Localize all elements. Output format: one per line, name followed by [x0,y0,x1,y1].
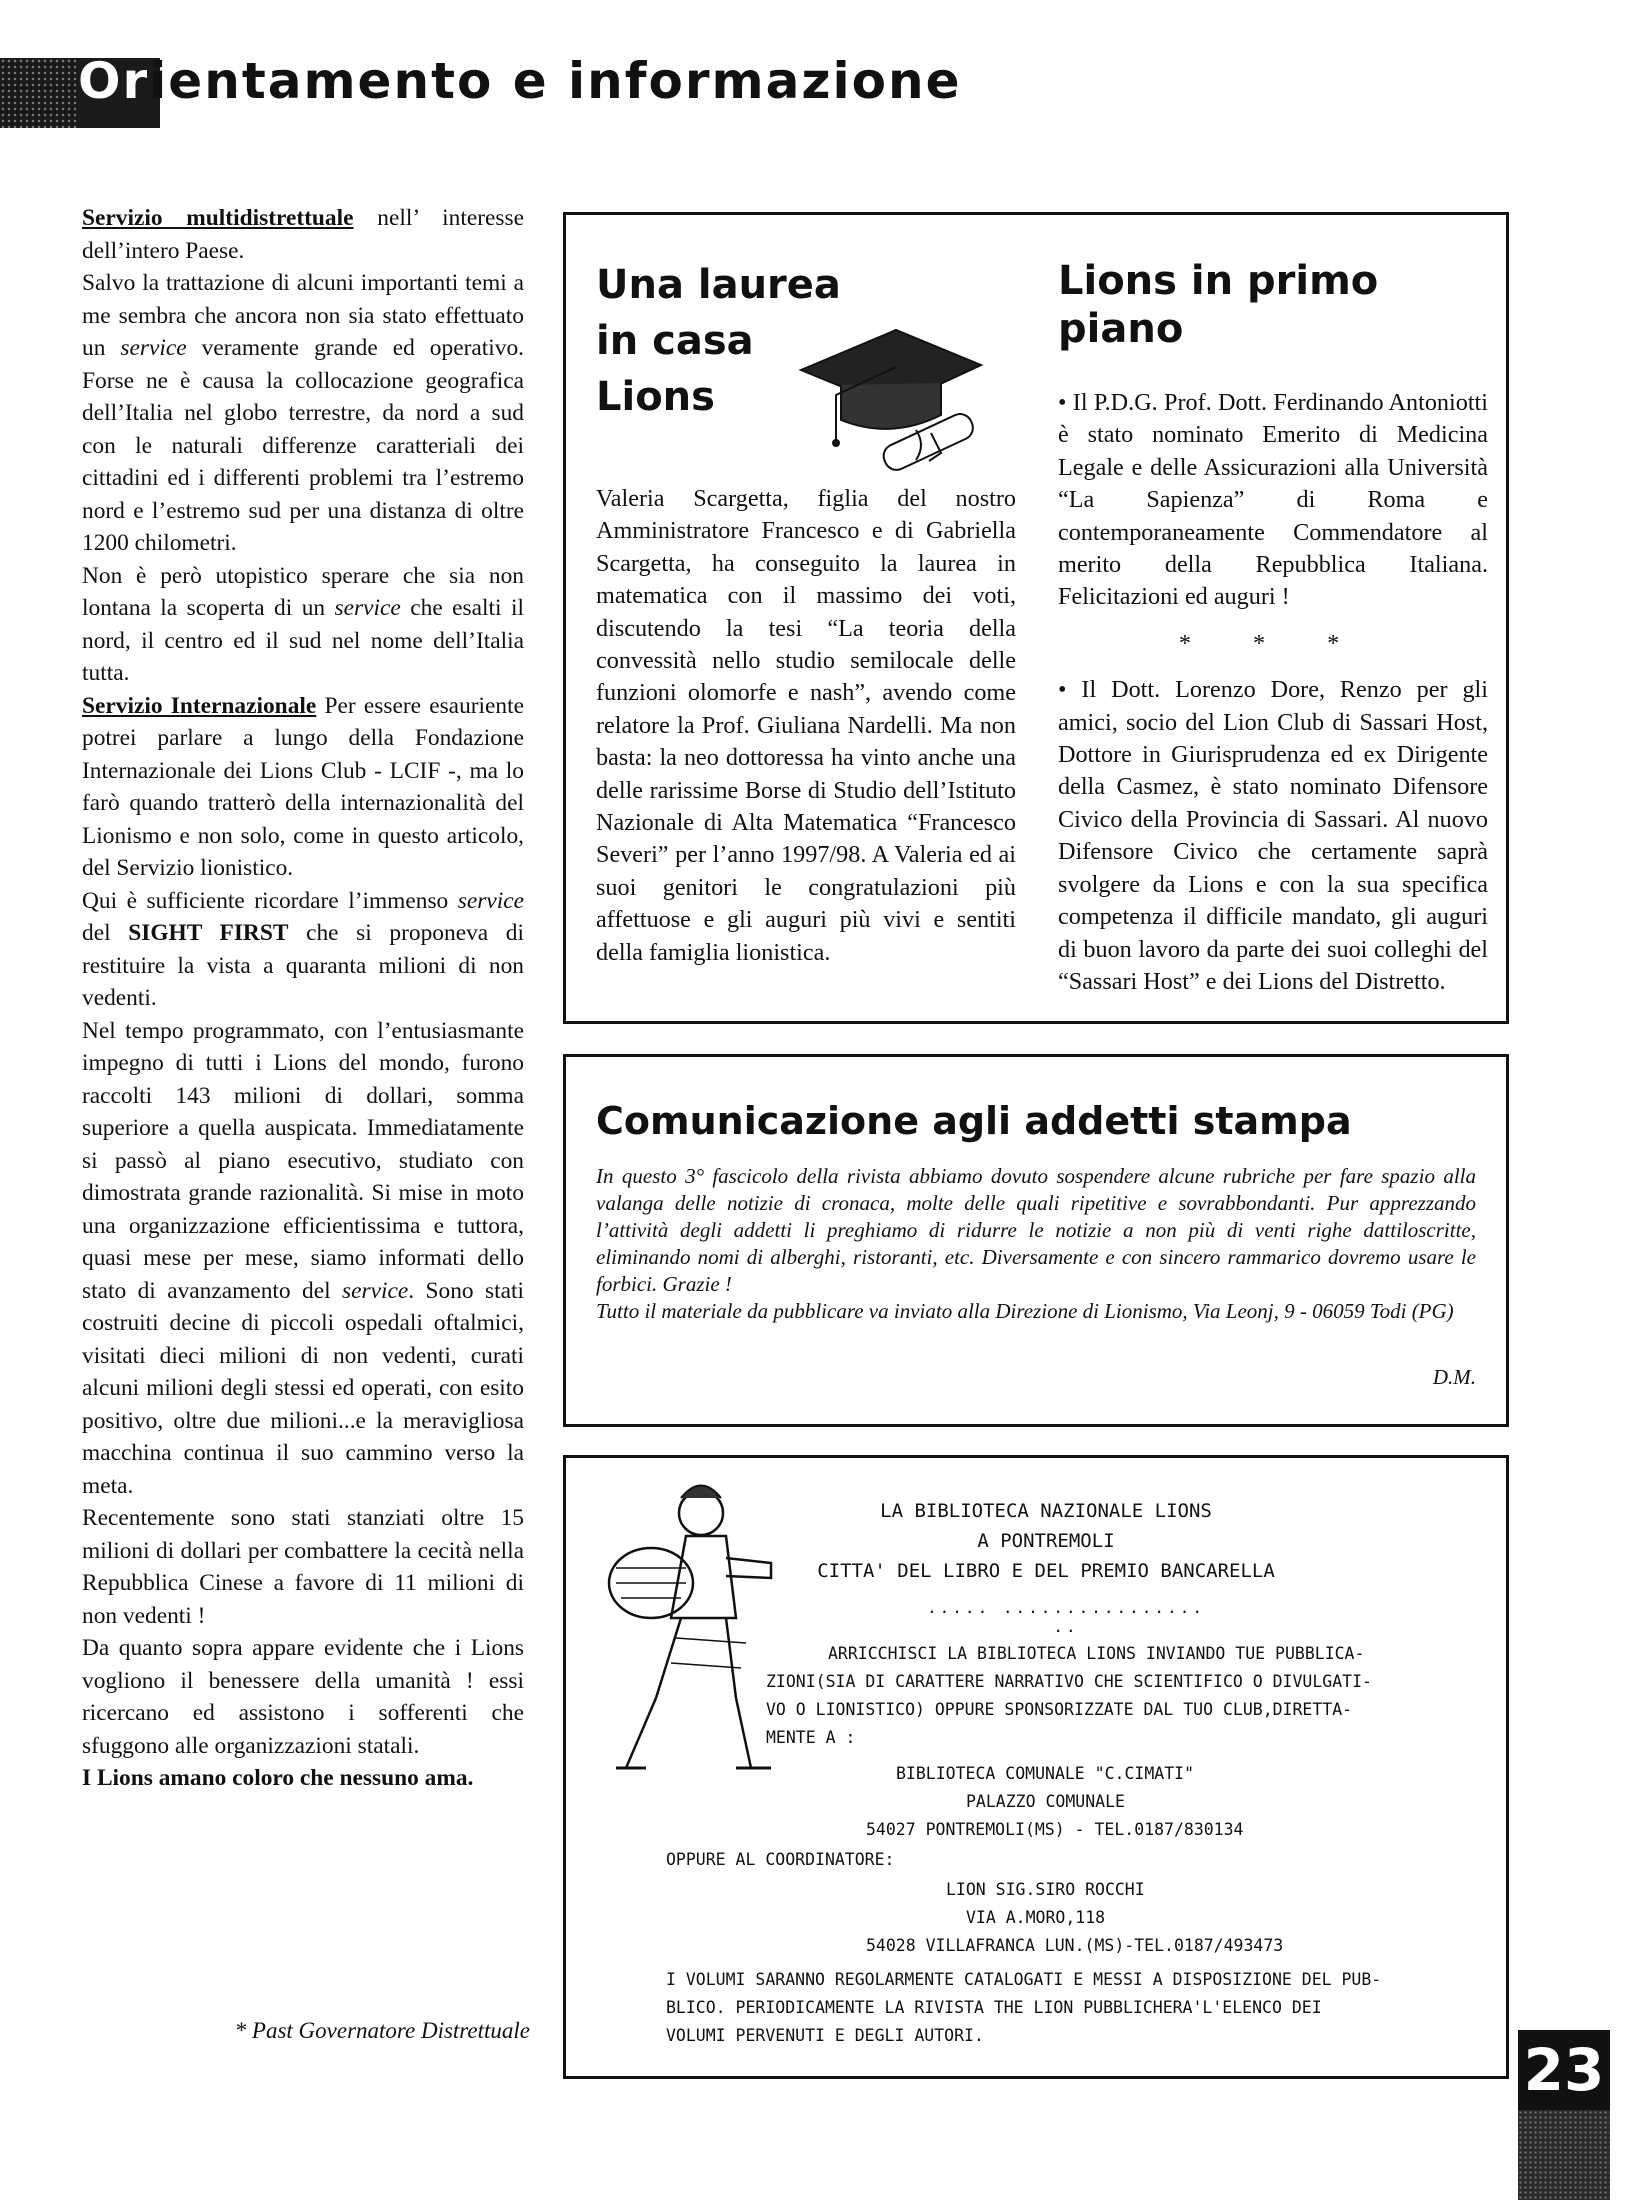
library-address: PALAZZO COMUNALE [966,1792,1125,1811]
library-line: I VOLUMI SARANNO REGOLARMENTE CATALOGATI E MESSI A DISPOSIZIONE DEL PUB- [666,1970,1382,1989]
paragraph [82,267,524,560]
dotted-rule: ..... ................ .. [927,1598,1205,1636]
laurea-body: Valeria Scargetta, figlia del nostro Amministratore Francesco e di Gabriella Scargetta, ha conseguito la laurea in matematica con il massimo dei voti, discutendo la tesi “La teoria della convessità nello studio semilocale delle funzioni olomorfe e nash”, avendo come relatore la Prof. Giuliana Nardelli. Ma non basta: la neo dottoressa ha vinto anche una delle rarissime Borse di Studio dell’Istituto Nazionale di Alta Matematica “Francesco Severi” per l’anno 1997/98. A Valeria ed ai suoi genitori le congratulazioni più affettuose e gli auguri più vivi e sentiti della famiglia lionistica. [596,485,1016,966]
subheading-internazionale: Servizio Internazionale [82,692,317,719]
news-item: • Il Dott. Lorenzo Dore, Renzo per gli amici, socio del Lion Club di Sassari Host, Dottore in Giurisprudenza ed ex Dirigente della Casmez, è stato nominato Difensore Civico della Provincia di Sassari. Al nuovo Difensore Civico che certamente saprà svolgere da Lions e con la sua specifica competenza il difficile mandato, gli auguri di buon lavoro da parte dei suoi colleghi del “Sassari Host” e dei Lions del Distretto. [1058,676,1488,995]
paragraph-text: Per essere esauriente potrei parlare a lungo della Fondazione Internazionale dei Lions Club - LCIF -, ma lo farò quando tratterò della internazionalità del Lionismo e non solo, come in questo articolo, del Servizio lionistico. [82,692,525,881]
library-address: 54028 VILLAFRANCA LUN.(MS)-TEL.0187/493473 [866,1936,1284,1955]
notice-text: In questo 3° fascicolo della rivista abbiamo dovuto sospendere alcune rubriche per fare spazio alla valanga delle notizie di cronaca, molte delle quali ripetitive e sovrabbondanti. Pur apprezzando l’attività degli addetti li preghiamo di ridurre le notizie a non più di venti righe dattiloscritte, eliminando nomi di alberghi, ristoranti, etc. Diversamente e con sincero rammarico dovremo usare le forbici. Grazie ! [596,1164,1476,1296]
italic-term: service [342,1277,409,1304]
notice-body [596,1163,1476,1325]
laurea-title-line: Una laurea [596,262,841,308]
paragraph-text: che esalti il nord, il centro ed il sud nel nome dell’Italia tutta. [82,595,524,686]
paragraph-text: Salvo la trattazione di alcuni importanti temi a me sembra che ancora non sia stato effettuato un [82,270,524,361]
laurea-title-line: Lions [596,374,715,420]
notice-title: Comunicazione agli addetti stampa [596,1099,1352,1143]
library-address: LION SIG.SIRO ROCCHI [946,1880,1145,1899]
library-box [563,1455,1509,2079]
paragraph: Da quanto sopra appare evidente che i Lions vogliono il benessere della umanità ! essi ricercano ed assistono i sofferenti che sfuggono alle organizzazioni statali. [82,1635,524,1759]
header-texture [0,58,78,128]
page-number-texture [1518,2110,1610,2200]
article-column [82,202,524,1795]
paragraph-text: veramente grande ed operativo. Forse ne è causa la collocazione geografica dell’Italia nel globo terrestre, da nord a sud con le naturali differenze caratteriali dei cittadini ed i differenti problemi tra l’estremo nord e l’estremo sud per una distanza di oltre 1200 chilometri. [82,335,524,556]
paragraph-text: Nel tempo programmato, con l’entusiasmante impegno di tutti i Lions del mondo, furono raccolti 143 milioni di dollari, somma superiore a quella auspicata. Immediatamente si passò al piano esecutivo, studiato con dimostrata grande razionalità. Si mise in moto una organizzazione efficientissima e tuttora, quasi mese per mese, siamo informati dello stato di avanzamento del [82,1017,524,1304]
author-footnote: * Past Governatore Distrettuale [234,2018,530,2043]
paragraph-text: che si proponeva di restituire la vista a quaranta milioni di non vedenti. [82,920,524,1011]
notice-text: Tutto il materiale da pubblicare va inviato alla Direzione di Lionismo, Via Leonj, 9 - 06059 Todi (PG) [596,1299,1454,1323]
library-line: MENTE A : [766,1728,856,1747]
section-title-rest: ientamento e informazione [149,52,962,110]
primo-piano-title: Lions in primo piano [1058,258,1379,352]
paragraph-text: . Sono stati costruiti decine di piccoli ospedali oftalmici, visitati dieci milioni di non vedenti, curati alcuni milioni degli stessi ed operati, con esito positivo, oltre due milioni...e la meravigliosa macchina continua il suo cammino verso la meta. [82,1277,524,1499]
primo-piano-body [1058,387,1488,998]
heading-line: LA BIBLIOTECA NAZIONALE LIONS [880,1500,1212,1522]
paragraph [82,885,524,1015]
paragraph-text: Non è però utopistico sperare che sia non lontana la scoperta di un [82,562,524,621]
library-line: ARRICCHISCI LA BIBLIOTECA LIONS INVIANDO TUE PUBBLICA- [828,1644,1365,1663]
library-heading [766,1496,1326,1586]
heading-line: A PONTREMOLI [977,1530,1115,1552]
bookseller-figure-icon [586,1468,776,1808]
section-title-highlight: Or [78,52,150,110]
news-box-top [563,212,1509,1024]
notice-signature: D.M. [1432,1365,1476,1389]
library-line: ZIONI(SIA DI CARATTERE NARRATIVO CHE SCIENTIFICO O DIVULGATI- [766,1672,1372,1691]
notice-box [563,1054,1509,1427]
news-item: • Il P.D.G. Prof. Dott. Ferdinando Antoniotti è stato nominato Emerito di Medicina Legale e delle Assicurazioni alla Università “La Sapienza” di Roma e contemporaneamente Commendatore al merito della Repubblica Italiana. Felicitazioni ed auguri ! [1058,389,1488,611]
separator: * * * [1178,629,1368,657]
paragraph [82,202,524,267]
italic-term: service [120,335,187,361]
page-number: 23 [1518,2030,1610,2110]
paragraph-text: nell’ interesse dell’intero Paese. [82,205,524,264]
paragraph-text: del [82,920,129,946]
closing-line: I Lions amano coloro che nessuno ama. [82,1765,474,1791]
library-line: VOLUMI PERVENUTI E DEGLI AUTORI. [666,2026,984,2045]
paragraph: Recentemente sono stati stanziati oltre 15 milioni di dollari per combattere la cecità nella Repubblica Cinese a favore di 11 milioni di non vedenti ! [82,1505,524,1629]
heading-line: CITTA' DEL LIBRO E DEL PREMIO BANCARELLA [817,1560,1275,1582]
graduation-cap-icon [796,315,986,485]
laurea-title-line: in casa [596,318,754,364]
paragraph [82,560,524,690]
paragraph [82,1015,524,1503]
library-line: VO O LIONISTICO) OPPURE SPONSORIZZATE DAL TUO CLUB,DIRETTA- [766,1700,1353,1719]
library-line: OPPURE AL COORDINATORE: [666,1850,895,1869]
section-title [78,52,961,110]
bold-term: SIGHT FIRST [128,920,289,946]
library-address: VIA A.MORO,118 [966,1908,1106,1927]
library-address: BIBLIOTECA COMUNALE "C.CIMATI" [896,1764,1195,1783]
paragraph-text: Qui è sufficiente ricordare l’immenso [82,887,458,914]
subheading-multidistrettuale: Servizio multidistrettuale [82,205,354,231]
italic-term: service [334,595,401,621]
library-line: BLICO. PERIODICAMENTE LA RIVISTA THE LION PUBBLICHERA'L'ELENCO DEI [666,1998,1322,2017]
library-address: 54027 PONTREMOLI(MS) - TEL.0187/830134 [866,1820,1244,1839]
italic-term: service [457,887,524,914]
paragraph [82,690,524,885]
